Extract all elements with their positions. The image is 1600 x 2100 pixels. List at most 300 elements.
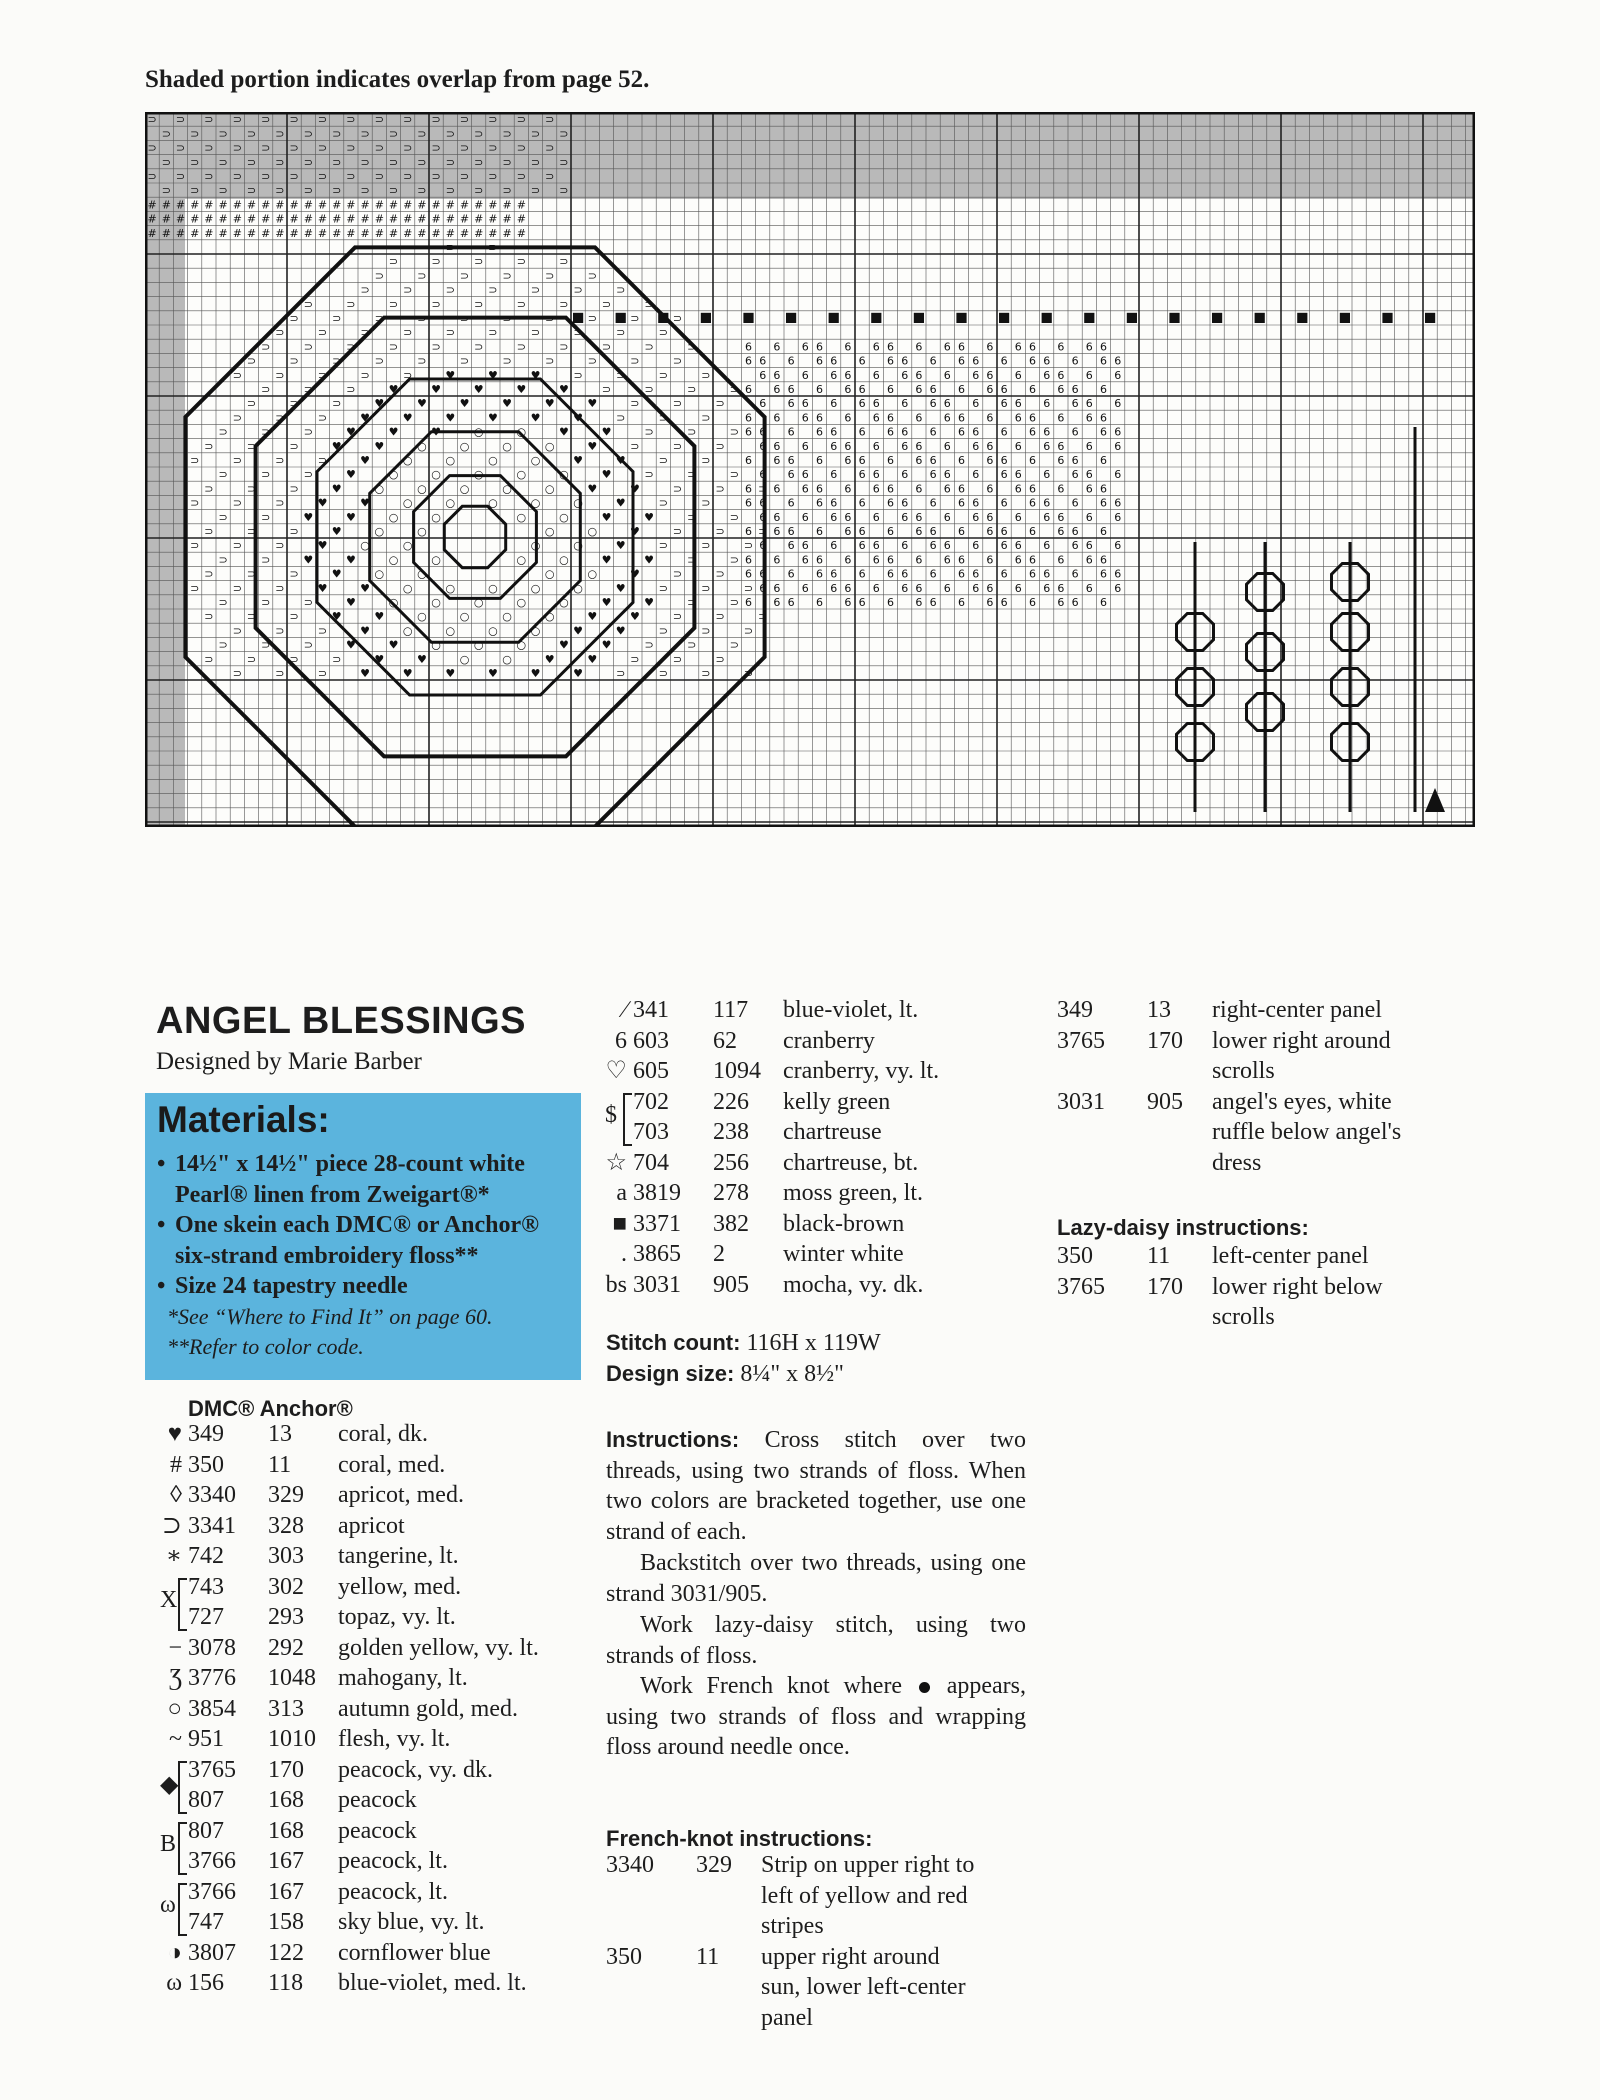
stitch-symbol: ⊃ [431,340,441,354]
anchor-number: 293 [268,1604,304,1630]
stitch-symbol: 6 [972,468,980,482]
stitch-symbol: 6 [1100,411,1107,425]
stitch-symbol: ⊃ [161,155,171,169]
material-item: • Size 24 tapestry needle [157,1271,577,1302]
stitch-symbol: # [360,198,370,212]
stitch-symbol: ⊃ [445,127,455,141]
stitch-symbol: 6 [1057,525,1065,538]
stitch-symbol: ⊃ [261,340,271,354]
anchor-number: 278 [713,1180,749,1206]
stitch-symbol: ⊃ [573,283,583,297]
stitch-symbol: ⊃ [530,184,541,198]
stitch-symbol: 6 [986,454,994,467]
stitch-symbol: ⊃ [516,141,526,155]
stitch-symbol: ♥ [530,667,541,680]
stitch-symbol: # [388,198,399,212]
stitch-block [1255,313,1265,323]
stitch-symbol: 6 [943,439,951,453]
stitch-block [616,313,626,323]
stitch-symbol: ⊃ [332,652,342,666]
stitch-symbol: # [204,198,214,212]
stitch-symbol: ⊃ [672,397,683,411]
stitch-symbol: 6 [1000,496,1008,510]
stitch-symbol: ⊃ [261,510,271,524]
stitch-symbol: ♥ [573,624,584,638]
color-symbol: ∗ [165,1543,182,1569]
stitch-symbol: ♥ [374,397,385,411]
stitch-symbol: ⊃ [658,667,668,680]
stitch-symbol: ○ [502,610,512,624]
stitch-symbol: 6 [787,454,795,467]
stitch-symbol: 6 [858,425,866,439]
stitch-symbol: ⊃ [502,354,512,368]
stitch-symbol: 6 [887,567,894,581]
color-symbol: ☆ [605,1149,627,1176]
stitch-symbol: ○ [388,596,399,609]
stitch-symbol: # [303,198,313,212]
stitch-symbol: # [289,198,299,212]
stitch-symbol: ⊃ [559,184,569,198]
stitch-symbol: # [388,212,399,226]
stitch-symbol: 6 [901,397,909,411]
stitch-symbol: 6 [1014,368,1022,382]
stitch-block [658,313,668,323]
stitch-symbol: 6 [1057,411,1065,425]
stitch-symbol: 6 [1114,567,1122,581]
stitch-symbol: ⊃ [431,255,441,269]
dmc-number: 3776 [188,1665,236,1691]
stitch-symbol: ♥ [615,539,626,553]
dmc-number: 350 [606,1943,642,1970]
color-key-row [148,1663,568,1693]
stitch-symbol: 6 [972,539,980,553]
stitch-symbol: 6 [972,354,980,368]
color-key-row [148,1938,568,1968]
stitch-symbol: ⊃ [672,312,683,325]
stitch-symbol: 6 [1029,425,1036,439]
stitch-symbol: # [459,212,470,226]
dmc-number: 743 [188,1573,224,1600]
stitch-symbol: 6 [1014,411,1022,425]
stitch-symbol: ⊃ [445,184,455,198]
stitch-symbol: # [232,212,242,226]
stitch-symbol: ⊃ [758,610,768,624]
stitch-symbol: ⊃ [530,155,541,169]
stitch-symbol: 6 [887,496,894,510]
stitch-symbol: 6 [901,439,909,453]
stitch-symbol: ♥ [573,667,584,680]
stitch-symbol: ♥ [374,610,385,624]
stitch-block [1084,313,1094,323]
lazy-daisy-heading: Lazy-daisy instructions: [1057,1215,1309,1240]
stitch-symbol: ⊃ [502,312,512,325]
stitch-symbol: ⊃ [346,297,356,311]
stitch-symbol: 6 [972,425,980,439]
stitch-symbol: 6 [901,539,909,553]
stitch-symbol: ○ [544,610,555,624]
stitch-symbol: ⊃ [218,425,228,439]
dmc-number: 3766 [188,1878,236,1905]
color-symbol: ω [166,1970,182,1996]
stitch-symbol: # [360,226,370,240]
stitch-symbol: ○ [516,553,527,567]
stitch-symbol: ♥ [345,425,356,439]
color-key-row [593,1087,1013,1117]
stitch-symbol: 6 [816,411,823,425]
stitch-symbol: ⊃ [417,127,427,141]
stitch-symbol: ⊃ [701,624,711,638]
stitch-symbol: 6 [844,553,852,567]
stitch-symbol: ⊃ [289,141,299,155]
stitch-symbol: ⊃ [715,567,725,581]
stitch-symbol: ♥ [629,610,640,624]
stitch-symbol: ○ [374,567,385,581]
stitch-symbol: 6 [943,581,951,595]
stitch-symbol: ⊃ [218,596,228,609]
stitch-symbol: 6 [801,340,809,354]
stitch-symbol: ♥ [388,383,399,396]
stitch-symbol: ♥ [601,638,612,652]
french-knot-dot-icon [919,1682,930,1693]
stitch-symbol: ⊃ [190,454,200,467]
stitch-symbol: 6 [858,525,866,538]
stitch-symbol: ⊃ [644,638,654,652]
stitch-symbol: ♥ [345,596,356,609]
stitch-symbol: 6 [1029,496,1036,510]
stitch-symbol: ⊃ [587,269,597,283]
stitch-symbol: ⊃ [687,553,697,567]
stitch-symbol: ⊃ [261,383,271,396]
stitch-symbol: 6 [986,368,994,382]
stitch-symbol: ○ [473,425,484,439]
stitch-symbol: 6 [816,354,823,368]
stitch-symbol: ⊃ [317,411,328,425]
stitch-symbol: ⊃ [687,468,697,482]
color-symbol: # [170,1451,182,1478]
stitch-symbol: 6 [972,496,980,510]
stitch-symbol: ○ [402,539,413,553]
stitch-symbol: 6 [1071,525,1079,538]
stitch-symbol: ⊃ [687,340,697,354]
stitch-symbol: 6 [816,482,823,496]
stitch-symbol: 6 [1000,354,1008,368]
stitch-symbol: 6 [759,581,767,595]
stitch-symbol: ⊃ [232,411,242,425]
stitch-symbol: 6 [986,510,994,524]
stitch-symbol: 6 [1114,397,1122,411]
stitch-symbol: ⊃ [729,553,739,567]
stitch-symbol: ⊃ [289,525,299,538]
stitch-symbol: 6 [787,383,795,396]
stitch-symbol: 6 [1114,354,1122,368]
stitch-symbol: 6 [858,397,866,411]
stitch-symbol: 6 [759,397,767,411]
stitch-symbol: # [190,198,200,212]
stitch-symbol: 6 [1100,596,1107,609]
stitch-symbol: ♥ [558,425,569,439]
anchor-number: 117 [713,997,749,1023]
stitch-symbol: ♥ [459,397,470,411]
color-name: mocha, vy. dk. [783,1271,924,1298]
anchor-number: 302 [268,1573,304,1600]
stitch-symbol: ⊃ [616,667,626,680]
stitch-symbol: ○ [473,468,484,482]
stitch-block [1042,313,1052,323]
stitch-symbol: 6 [787,354,795,368]
bracket-symbol: X [160,1587,178,1613]
stitch-symbol: ⊃ [332,312,342,325]
stitch-symbol: 6 [901,496,909,510]
stitch-symbol: 6 [1057,596,1065,609]
stitch-symbol: 6 [1014,468,1022,482]
stitch-symbol: ⊃ [701,496,711,510]
design-size: Design size: 8¼" x 8½" [606,1361,844,1387]
stitch-symbol: ⊃ [459,141,470,155]
stitch-symbol: ⊃ [374,113,384,127]
stitch-symbol: 6 [858,539,866,553]
dmc-number: 3340 [188,1482,236,1508]
dmc-number: 3765 [188,1756,236,1783]
stitch-symbol: 6 [773,411,781,425]
stitch-symbol: ○ [417,525,427,538]
stitch-symbol: ⊃ [658,368,668,382]
stitch-symbol: ⊃ [246,127,257,141]
stitch-symbol: 6 [986,383,994,396]
stitch-symbol: 6 [745,525,752,538]
stitch-symbol: ⊃ [175,170,186,183]
stitch-symbol: 6 [1043,496,1051,510]
stitch-symbol: ⊃ [204,610,214,624]
stitch-symbol: 6 [787,525,795,538]
stitch-symbol: # [218,212,228,226]
stitch-symbol: ⊃ [729,425,739,439]
stitch-symbol: 6 [929,567,937,581]
stitch-symbol: # [317,226,328,240]
stitch-symbol: 6 [943,468,951,482]
stitch-symbol: ⊃ [573,326,583,340]
stitch-symbol: ♥ [303,510,314,524]
stitch-symbol: ○ [388,553,399,567]
stitch-symbol: ⊃ [246,155,257,169]
stitch-symbol: ○ [402,624,413,638]
stitch-symbol: ⊃ [346,170,356,183]
stitch-symbol: 6 [816,567,823,581]
stitch-symbol: 6 [929,425,937,439]
stitch-symbol: # [502,198,512,212]
stitch-symbol: ⊃ [246,397,257,411]
bracket-icon [623,1093,632,1146]
stitch-symbol: ○ [488,454,498,467]
stitch-symbol: 6 [844,439,852,453]
stitch-symbol: ○ [431,596,441,609]
stitch-symbol: 6 [858,596,866,609]
stitch-symbol: 6 [844,581,852,595]
stitch-symbol: # [303,226,313,240]
stitch-symbol: ⊃ [743,667,754,680]
stitch-symbol: ○ [544,525,555,538]
stitch-symbol: 6 [1071,397,1079,411]
stitch-symbol: ♥ [331,610,342,624]
color-key-row [148,1785,568,1815]
stitch-symbol: ⊃ [672,482,683,496]
stitch-symbol: 6 [1114,468,1122,482]
stitch-symbol: 6 [1014,340,1022,354]
dmc-number: 350 [1057,1243,1093,1269]
anchor-number: 329 [268,1482,304,1508]
stitch-symbol: ⊃ [388,127,399,141]
stitch-symbol: ⊃ [289,113,299,127]
stitch-symbol: ⊃ [516,113,526,127]
stitch-symbol: # [474,212,484,226]
stitch-symbol: ○ [530,454,541,467]
stitch-symbol: # [275,198,285,212]
color-key-row [148,1968,568,1998]
stitch-symbol: # [445,226,455,240]
stitch-symbol: ♥ [573,411,584,425]
stitch-symbol: # [374,226,384,240]
stitch-symbol: 6 [1085,397,1093,411]
stitch-symbol: ○ [502,439,512,453]
stitch-symbol: # [445,212,455,226]
stitch-symbol: ⊃ [388,297,399,311]
stitch-symbol: 6 [773,581,781,595]
stitch-symbol: ♥ [629,482,640,496]
stitch-symbol: ○ [374,525,385,538]
stitch-symbol: ⊃ [417,312,427,325]
color-key-row [148,1480,568,1510]
stitch-symbol: ⊃ [303,297,313,311]
material-item: • 14½" x 14½" piece 28-count white Pearl® linen from Zweigart®* [157,1149,577,1210]
stitch-symbol: ⊃ [403,283,413,297]
stitch-symbol: ⊃ [232,141,242,155]
stitch-symbol: 6 [816,496,823,510]
stitch-symbol: 6 [759,496,767,510]
stitch-symbol: ⊃ [403,368,413,382]
stitch-symbol: ♥ [374,439,385,453]
stitch-symbol: ⊃ [246,525,257,538]
stitch-symbol: ⊃ [204,652,214,666]
stitch-symbol: 6 [872,510,880,524]
stitch-block [1297,313,1307,323]
stitch-symbol: 6 [901,354,909,368]
stitch-symbol: 6 [816,596,823,609]
stitch-symbol: # [275,212,285,226]
stitch-symbol: # [232,226,242,240]
stitch-symbol: ♥ [331,525,342,538]
stitch-symbol: 6 [844,383,852,396]
stitch-symbol: 6 [943,340,951,354]
stitch-symbol: ⊃ [317,326,328,340]
stitch-symbol: ○ [516,468,527,482]
stitch-symbol: ⊃ [431,170,441,183]
stitch-symbol: ⊃ [502,155,512,169]
dmc-number: 349 [188,1421,224,1447]
stitch-symbol: ○ [573,496,583,510]
stitch-symbol: 6 [958,411,965,425]
color-name: cranberry, vy. lt. [783,1058,940,1084]
stitch-symbol: 6 [887,383,894,396]
stitch-symbol: # [459,226,470,240]
stitch-symbol: # [204,212,214,226]
stitch-symbol: # [317,198,328,212]
stitch-symbol: ⊃ [488,283,498,297]
anchor-number: 170 [1147,1273,1183,1300]
stitch-symbol: # [232,198,242,212]
stitch-symbol: ⊃ [204,482,214,496]
stitch-symbol: ⊃ [672,610,683,624]
stitch-symbol: 6 [915,368,923,382]
stitch-symbol: ⊃ [687,383,697,396]
color-key-row [593,995,1013,1025]
color-symbol: ♥ [167,1421,182,1447]
stitch-symbol: ⊃ [332,127,342,141]
stitch-symbol: # [161,198,171,212]
stitch-symbol: 6 [759,468,767,482]
color-name: cornflower blue [338,1939,491,1966]
material-item: • One skein each DMC® or Anchor® six-strand embroidery floss** [157,1210,577,1271]
stitch-symbol: 6 [844,368,852,382]
stitch-symbol: # [417,198,427,212]
stitch-symbol: 6 [1029,596,1036,609]
stitch-symbol: ⊃ [715,525,725,538]
stitch-symbol: # [431,226,441,240]
color-key-row [148,1633,568,1663]
stitch-symbol: ⊃ [332,397,342,411]
stitch-symbol: 6 [915,510,923,524]
stitch-symbol: ⊃ [616,326,626,340]
stitch-symbol: ⊃ [417,269,427,283]
stitch-symbol: 6 [830,368,838,382]
stitch-symbol: ○ [459,482,470,496]
stitch-symbol: ○ [402,454,413,467]
anchor-number: 167 [268,1848,304,1874]
anchor-number: 11 [268,1451,292,1478]
instruction-text: lower right below scrolls [1212,1273,1383,1330]
stitch-symbol: ⊃ [204,567,214,581]
stitch-symbol: # [218,198,228,212]
stitch-symbol: # [190,212,200,226]
stitch-symbol: 6 [759,567,767,581]
stitch-symbol: ♥ [615,454,626,467]
stitch-symbol: ⊃ [559,127,569,141]
stitch-symbol: ⊃ [701,667,711,680]
stitch-symbol: 6 [816,553,823,567]
stitch-symbol: 6 [943,553,951,567]
stitch-symbol: ○ [417,482,427,496]
stitch-symbol: ○ [388,510,399,524]
stitch-symbol: 6 [1014,439,1022,453]
stitch-symbol: ♥ [544,652,555,666]
stitch-symbol: ♥ [445,411,456,425]
color-key-row [148,1816,568,1846]
stitch-symbol: ⊃ [218,468,228,482]
stitch-symbol: 6 [1085,411,1093,425]
stitch-symbol: ⊃ [715,482,725,496]
stitch-symbol: ⊃ [559,340,569,354]
stitch-symbol: ♥ [388,638,399,652]
stitch-symbol: 6 [915,340,923,354]
anchor-number: 11 [696,1943,720,1970]
stitch-symbol: ○ [417,439,427,453]
stitch-symbol: ⊃ [261,468,271,482]
stitch-symbol: 6 [958,567,965,581]
stitch-symbol: 6 [986,340,994,354]
stitch-symbol: 6 [986,482,994,496]
dmc-number: 3340 [606,1852,654,1878]
anchor-number: 13 [1147,997,1171,1023]
stitch-symbol: 6 [901,581,909,595]
stitch-symbol: 6 [1043,567,1051,581]
